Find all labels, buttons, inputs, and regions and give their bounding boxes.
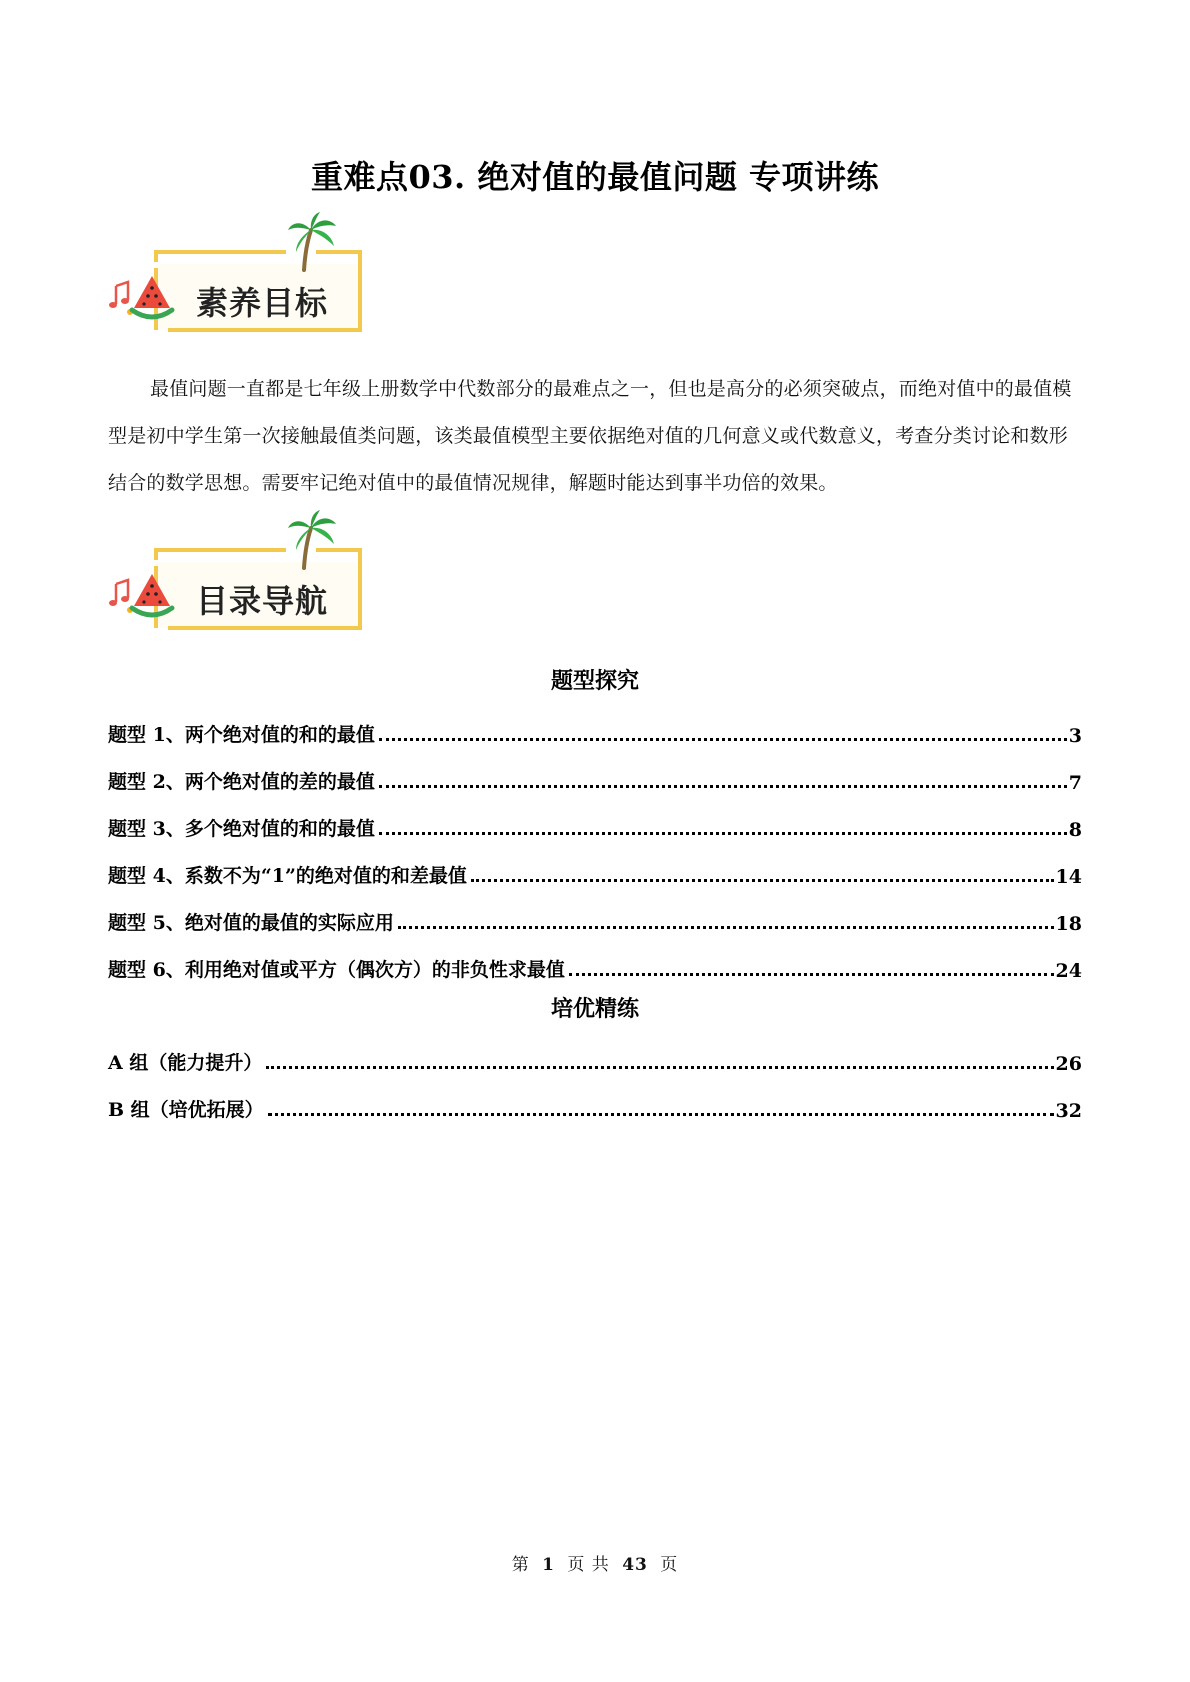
music-note-icon	[109, 580, 133, 613]
music-note-icon	[109, 282, 133, 315]
section-banner-literacy-goals	[108, 212, 370, 344]
footer-total-pages: 43	[622, 1555, 648, 1575]
footer-prefix: 第	[511, 1555, 530, 1575]
toc-entry-label: 题型 3、多个绝对值的和的最值	[108, 818, 375, 840]
toc-entry-page: 7	[1068, 772, 1082, 794]
toc-entry-label: 题型 1、两个绝对值的和的最值	[108, 724, 375, 746]
toc-entry[interactable]	[108, 1028, 1082, 1075]
toc-entry-page: 14	[1055, 866, 1082, 888]
toc-entry-page: 24	[1055, 960, 1082, 982]
section-banner-table-of-contents	[108, 510, 370, 642]
toc-section-heading-advanced-practice: 培优精练	[550, 996, 639, 1022]
toc-entry[interactable]	[108, 888, 1082, 935]
footer-suffix: 页	[660, 1555, 679, 1575]
page-footer	[0, 1550, 1190, 1575]
toc-dot-leader	[379, 832, 1067, 835]
footer-middle: 页 共	[567, 1555, 610, 1575]
toc-entry-label: 题型 5、绝对值的最值的实际应用	[108, 912, 394, 934]
toc-section-heading-question-types: 题型探究	[550, 668, 639, 694]
toc-dot-leader	[379, 738, 1067, 741]
toc-entry-label: A 组（能力提升）	[108, 1052, 263, 1074]
toc-entry[interactable]	[108, 841, 1082, 888]
banner-label: 目录导航	[196, 582, 329, 620]
toc-entry-label: 题型 4、系数不为“1”的绝对值的和差最值	[108, 865, 467, 887]
banner-label: 素养目标	[196, 284, 329, 322]
toc-entry-page: 8	[1068, 819, 1082, 841]
toc-dot-leader	[266, 1066, 1053, 1069]
page-title: 重难点03. 绝对值的最值问题 专项讲练	[311, 158, 879, 196]
toc-dot-leader	[471, 879, 1054, 882]
palm-tree-icon	[288, 510, 336, 568]
toc-list-question-types	[108, 700, 1082, 982]
toc-entry-label: B 组（培优拓展）	[108, 1099, 264, 1121]
toc-entry[interactable]	[108, 747, 1082, 794]
toc-dot-leader	[569, 973, 1054, 976]
intro-paragraph: 最值问题一直都是七年级上册数学中代数部分的最难点之一，但也是高分的必须突破点，而绝对值中的最值模型是初中学生第一次接触最值类问题，该类最值模型主要依据绝对值的几何意义或代数意义，考查分类讨论和数形结合的数学思想。需要牢记绝对值中的最值情况规律，解题时能达到事半功倍的效果。	[108, 378, 1072, 494]
toc-entry-label: 题型 6、利用绝对值或平方（偶次方）的非负性求最值	[108, 959, 565, 981]
toc-entry-page: 32	[1055, 1100, 1082, 1122]
toc-entry[interactable]	[108, 1075, 1082, 1122]
toc-entry-page: 26	[1055, 1053, 1082, 1075]
toc-entry[interactable]	[108, 700, 1082, 747]
toc-entry[interactable]	[108, 935, 1082, 982]
palm-tree-icon	[288, 212, 336, 270]
toc-entry[interactable]	[108, 794, 1082, 841]
footer-current-page: 1	[542, 1555, 555, 1575]
toc-list-advanced-practice	[108, 1028, 1082, 1122]
toc-entry-label: 题型 2、两个绝对值的差的最值	[108, 771, 375, 793]
toc-entry-page: 3	[1068, 725, 1082, 747]
toc-dot-leader	[379, 785, 1067, 788]
toc-dot-leader	[398, 926, 1054, 929]
toc-entry-page: 18	[1055, 913, 1082, 935]
toc-dot-leader	[268, 1113, 1054, 1116]
